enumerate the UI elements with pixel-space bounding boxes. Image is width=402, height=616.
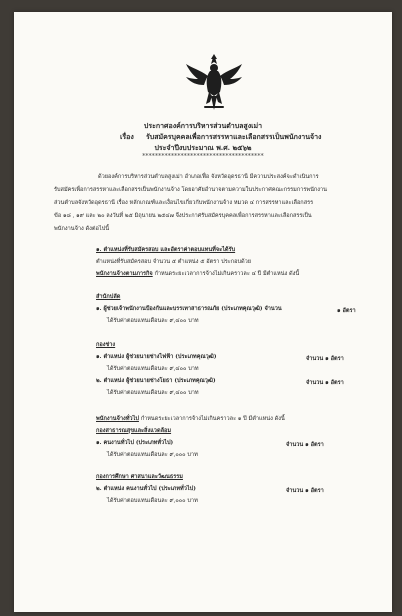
mission-staff-text: กำหนดระยะเวลาการจ้างไม่เกินคราวละ ๔ ปี มีตำแหน่ง ดังนี้ xyxy=(154,271,300,277)
position-pay: ได้รับค่าตอบแทนเดือนละ ๙,๔๐๐ บาท xyxy=(107,318,199,324)
subject-label: เรื่อง xyxy=(120,132,134,141)
position-title: ๑. ตำแหน่ง ผู้ช่วยนายช่างไฟฟ้า (ประเภทคุณวุฒิ) xyxy=(96,354,217,360)
intro-line-5: พนักงานจ้าง ดังต่อไปนี้ xyxy=(54,226,110,232)
group-name: กองสาธารณสุขและสิ่งแวดล้อม xyxy=(96,428,172,434)
position-count: ๑ อัตรา xyxy=(337,308,356,314)
position-title: ๒. ตำแหน่ง ผู้ช่วยนายช่างโยธา (ประเภทคุณวุฒิ) xyxy=(96,378,216,384)
position-count: จำนวน ๑ อัตรา xyxy=(286,442,324,448)
intro-line-2: รับสมัครเพื่อการสรรหาและเลือกสรรเป็นพนักงานจ้าง โดยอาศัยอำนาจตามความในประกาศคณะกรรมการพนักงาน xyxy=(54,187,327,193)
position-title: ๑. ผู้ช่วยเจ้าพนักงานป้องกันและบรรเทาสาธารณภัย (ประเภทคุณวุฒิ) จำนวน xyxy=(96,306,282,312)
position-pay: ได้รับค่าตอบแทนเดือนละ ๙,๔๐๐ บาท xyxy=(107,390,199,396)
section-1-summary: ตำแหน่งที่รับสมัครสอบ จำนวน ๕ ตำแหน่ง ๕ อัตรา ประกอบด้วย xyxy=(96,259,252,265)
subject-text: รับสมัครบุคคลเพื่อการสรรหาและเลือกสรรเป็นพนักงานจ้าง xyxy=(146,132,322,141)
intro-line-3: ส่วนตำบลจังหวัดอุดรธานี เรื่อง หลักเกณฑ์และเงื่อนไขเกี่ยวกับพนักงานจ้าง หมวด ๔ การสรรหาและเลือกสรร xyxy=(54,200,314,206)
fiscal-year: ประจำปีงบประมาณ พ.ศ. ๒๕๖๒ xyxy=(154,143,252,152)
separator-stars: ************************************** xyxy=(142,153,264,160)
position-title: ๒. ตำแหน่ง คนงานทั่วไป (ประเภททั่วไป) xyxy=(96,486,196,492)
garuda-emblem-icon xyxy=(184,52,244,114)
position-title: ๑. คนงานทั่วไป (ประเภททั่วไป) xyxy=(96,440,174,446)
intro-line-4: ข้อ ๑๘ , ๑๙ และ ๒๐ ลงวันที่ ๒๕ มิถุนายน ๒๕๔๗ จึงประกาศรับสมัครบุคคลเพื่อการสรรหาและเลือกสรรเป็น xyxy=(54,213,312,219)
group-name: กองช่าง xyxy=(96,342,116,348)
mission-staff-label: พนักงานจ้างตามภารกิจ xyxy=(96,271,153,277)
position-count: จำนวน ๑ อัตรา xyxy=(286,488,324,494)
general-staff-label: พนักงานจ้างทั่วไป xyxy=(96,416,139,422)
position-pay: ได้รับค่าตอบแทนเดือนละ ๙,๐๐๐ บาท xyxy=(107,452,198,458)
group-name: กองการศึกษา ศาสนาและวัฒนธรรม xyxy=(96,474,183,480)
section-1-heading: ๑. ตำแหน่งที่รับสมัครสอบ และอัตราค่าตอบแทนที่จะได้รับ xyxy=(96,247,236,253)
general-staff-text: กำหนดระยะเวลาการจ้างไม่เกินคราวละ ๑ ปี มีตำแหน่ง ดังนี้ xyxy=(140,416,285,422)
document-page xyxy=(14,12,392,612)
mission-staff-line xyxy=(96,272,299,278)
group-name: สำนักปลัด xyxy=(96,294,121,300)
general-staff-line xyxy=(96,417,285,423)
position-count: จำนวน ๑ อัตรา xyxy=(306,356,344,362)
position-pay: ได้รับค่าตอบแทนเดือนละ ๙,๔๐๐ บาท xyxy=(107,366,199,372)
intro-line-1: ด้วยองค์การบริหารส่วนตำบลสูงเม่า อำเภอเฟื่อ จังหวัดอุดรธานี มีความประสงค์จะดำเนินการ xyxy=(98,174,319,180)
announcement-title: ประกาศองค์การบริหารส่วนตำบลสูงเม่า xyxy=(143,121,263,130)
position-count: จำนวน ๑ อัตรา xyxy=(306,380,344,386)
position-pay: ได้รับค่าตอบแทนเดือนละ ๙,๐๐๐ บาท xyxy=(107,498,198,504)
